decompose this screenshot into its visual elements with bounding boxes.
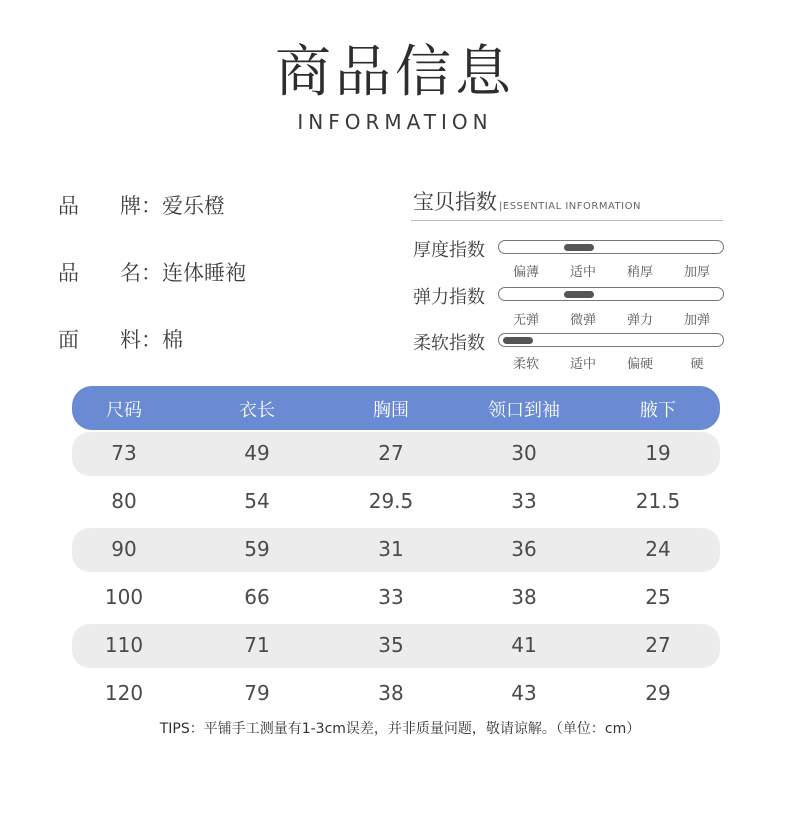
cell-size: 80 <box>111 489 137 513</box>
elasticity-tick-4: 加弹 <box>683 313 710 328</box>
header-underarm: 腋下 <box>640 400 676 421</box>
name-key-1: 品 <box>58 261 79 285</box>
cell-underarm: 24 <box>645 537 671 561</box>
table-row <box>72 576 720 620</box>
cell-chest: 29.5 <box>368 489 414 513</box>
material-value: 棉 <box>162 328 183 352</box>
cell-length: 49 <box>244 441 270 465</box>
table-row <box>72 432 720 476</box>
measurement-tips: TIPS：平铺手工测量有1-3cm误差，并非质量问题，敬请谅解。（单位：cm） <box>159 721 641 737</box>
thickness-tick-3: 稍厚 <box>626 265 653 280</box>
thickness-label: 厚度指数 <box>413 240 485 261</box>
cell-neck-to-sleeve: 38 <box>511 585 537 609</box>
header-length: 衣长 <box>239 400 275 421</box>
table-row <box>72 624 720 668</box>
brand-key-1: 品 <box>58 194 79 218</box>
index-divider <box>411 220 723 221</box>
cell-size: 110 <box>104 633 144 657</box>
cell-chest: 31 <box>378 537 404 561</box>
thickness-tick-1: 偏薄 <box>512 265 539 280</box>
thickness-gauge <box>498 240 724 254</box>
cell-length: 79 <box>244 681 270 705</box>
softness-tick-4: 硬 <box>690 357 704 372</box>
cell-length: 71 <box>244 633 270 657</box>
cell-underarm: 27 <box>645 633 671 657</box>
cell-length: 59 <box>244 537 270 561</box>
index-title <box>413 186 641 216</box>
cell-chest: 33 <box>378 585 404 609</box>
table-row <box>72 480 720 524</box>
cell-chest: 35 <box>378 633 404 657</box>
header-neck-to-sleeve: 领口到袖 <box>488 400 560 421</box>
header-size: 尺码 <box>106 400 142 421</box>
page-title: 商品信息 <box>275 40 515 105</box>
softness-tick-3: 偏硬 <box>626 357 653 372</box>
cell-chest: 27 <box>378 441 404 465</box>
index-title-cn: 宝贝指数 <box>413 190 497 214</box>
cell-neck-to-sleeve: 30 <box>511 441 537 465</box>
cell-length: 54 <box>244 489 270 513</box>
brand-key-2: 牌： <box>120 194 162 218</box>
cell-underarm: 21.5 <box>635 489 681 513</box>
cell-size: 73 <box>111 441 137 465</box>
cell-underarm: 29 <box>645 681 671 705</box>
index-title-en: |ESSENTIAL INFORMATION <box>499 201 641 212</box>
softness-gauge <box>498 333 724 347</box>
material-row <box>58 324 183 354</box>
material-key-1: 面 <box>58 328 79 352</box>
material-key-2: 料： <box>120 328 162 352</box>
cell-neck-to-sleeve: 41 <box>511 633 537 657</box>
cell-neck-to-sleeve: 43 <box>511 681 537 705</box>
elasticity-knob <box>564 291 594 298</box>
header-chest: 胸围 <box>373 400 409 421</box>
cell-underarm: 25 <box>645 585 671 609</box>
cell-underarm: 19 <box>645 441 671 465</box>
elasticity-tick-3: 弹力 <box>626 313 653 328</box>
elasticity-tick-1: 无弹 <box>512 313 539 328</box>
cell-size: 120 <box>104 681 144 705</box>
cell-length: 66 <box>244 585 270 609</box>
cell-neck-to-sleeve: 33 <box>511 489 537 513</box>
elasticity-gauge <box>498 287 724 301</box>
name-key-2: 名： <box>120 261 162 285</box>
page-subtitle: INFORMATION <box>297 110 493 134</box>
softness-tick-2: 适中 <box>569 357 596 372</box>
brand-value: 爱乐橙 <box>162 194 225 218</box>
softness-tick-1: 柔软 <box>512 357 539 372</box>
elasticity-label: 弹力指数 <box>413 287 485 308</box>
cell-chest: 38 <box>378 681 404 705</box>
softness-knob <box>503 337 533 344</box>
size-table-header <box>72 386 720 430</box>
name-row <box>58 257 246 287</box>
softness-label: 柔软指数 <box>413 333 485 354</box>
brand-row <box>58 190 225 220</box>
thickness-knob <box>564 244 594 251</box>
thickness-tick-4: 加厚 <box>683 265 710 280</box>
name-value: 连体睡袍 <box>162 261 246 285</box>
table-row <box>72 672 720 716</box>
cell-neck-to-sleeve: 36 <box>511 537 537 561</box>
elasticity-tick-2: 微弹 <box>569 313 596 328</box>
thickness-tick-2: 适中 <box>569 265 596 280</box>
cell-size: 90 <box>111 537 137 561</box>
cell-size: 100 <box>104 585 144 609</box>
table-row <box>72 528 720 572</box>
